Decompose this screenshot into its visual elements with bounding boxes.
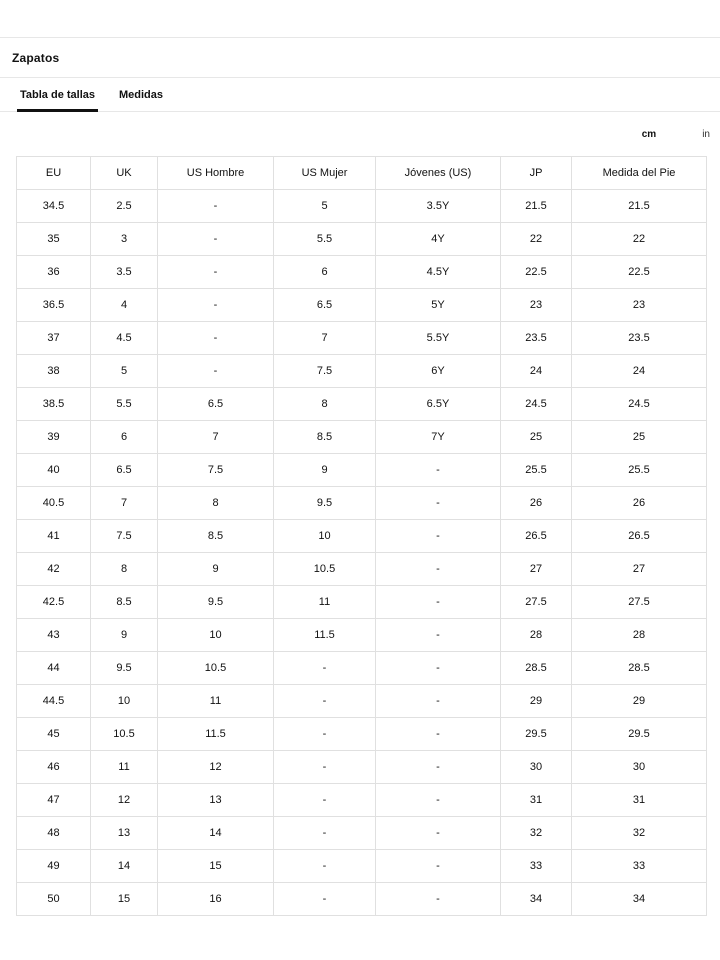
table-row: [17, 883, 707, 916]
size-cell: 5.5: [91, 388, 158, 421]
size-cell: -: [274, 652, 376, 685]
size-cell: 29: [501, 685, 572, 718]
size-cell: -: [376, 586, 501, 619]
size-cell: 44: [17, 652, 91, 685]
size-cell: -: [376, 850, 501, 883]
size-cell: 6: [91, 421, 158, 454]
size-cell: 8: [91, 553, 158, 586]
size-cell: 24.5: [501, 388, 572, 421]
size-cell: 35: [17, 223, 91, 256]
size-cell: 21.5: [501, 190, 572, 223]
size-cell: 6.5Y: [376, 388, 501, 421]
size-cell: 10.5: [91, 718, 158, 751]
size-cell: 24: [501, 355, 572, 388]
size-cell: -: [376, 784, 501, 817]
page-title: Zapatos: [12, 50, 60, 65]
size-cell: 8.5: [158, 520, 274, 553]
table-row: [17, 289, 707, 322]
size-cell: 28.5: [572, 652, 707, 685]
tab-medidas[interactable]: Medidas: [116, 78, 166, 111]
size-cell: 11.5: [158, 718, 274, 751]
size-cell: 29.5: [572, 718, 707, 751]
size-cell: 28: [501, 619, 572, 652]
size-cell: -: [158, 355, 274, 388]
size-cell: 28: [572, 619, 707, 652]
size-cell: 23: [572, 289, 707, 322]
size-cell: 7: [158, 421, 274, 454]
size-cell: 23: [501, 289, 572, 322]
size-cell: 14: [91, 850, 158, 883]
size-cell: 39: [17, 421, 91, 454]
size-cell: -: [274, 883, 376, 916]
table-row: [17, 487, 707, 520]
size-cell: 9: [158, 553, 274, 586]
size-cell: 44.5: [17, 685, 91, 718]
table-row: [17, 322, 707, 355]
size-cell: -: [376, 454, 501, 487]
column-header: US Mujer: [274, 157, 376, 190]
size-cell: 42: [17, 553, 91, 586]
table-row: [17, 553, 707, 586]
table-row: [17, 355, 707, 388]
size-cell: 31: [572, 784, 707, 817]
size-cell: 4Y: [376, 223, 501, 256]
size-cell: 26: [501, 487, 572, 520]
table-row: [17, 421, 707, 454]
table-row: [17, 685, 707, 718]
top-spacer: [0, 0, 720, 37]
size-cell: 7.5: [158, 454, 274, 487]
size-cell: 40.5: [17, 487, 91, 520]
size-cell: 38.5: [17, 388, 91, 421]
size-cell: 42.5: [17, 586, 91, 619]
table-row: [17, 520, 707, 553]
size-cell: 11: [91, 751, 158, 784]
size-cell: -: [274, 850, 376, 883]
size-cell: -: [274, 817, 376, 850]
size-cell: 8: [158, 487, 274, 520]
size-cell: 10: [91, 685, 158, 718]
size-cell: 5.5: [274, 223, 376, 256]
size-cell: 26: [572, 487, 707, 520]
size-cell: -: [274, 685, 376, 718]
size-cell: 7: [274, 322, 376, 355]
size-table: [16, 156, 707, 916]
size-cell: 38: [17, 355, 91, 388]
size-cell: 7: [91, 487, 158, 520]
size-cell: 3.5Y: [376, 190, 501, 223]
size-cell: 28.5: [501, 652, 572, 685]
size-cell: 23.5: [501, 322, 572, 355]
column-header: Medida del Pie: [572, 157, 707, 190]
size-cell: 13: [91, 817, 158, 850]
size-cell: 27: [501, 553, 572, 586]
size-cell: 4.5Y: [376, 256, 501, 289]
column-header: Jóvenes (US): [376, 157, 501, 190]
size-cell: 27: [572, 553, 707, 586]
size-cell: 47: [17, 784, 91, 817]
size-cell: -: [158, 322, 274, 355]
size-cell: 9.5: [91, 652, 158, 685]
size-cell: 8.5: [274, 421, 376, 454]
size-cell: 32: [572, 817, 707, 850]
column-header: JP: [501, 157, 572, 190]
size-cell: 9: [91, 619, 158, 652]
size-cell: 33: [572, 850, 707, 883]
size-cell: -: [376, 883, 501, 916]
table-row: [17, 751, 707, 784]
size-cell: 48: [17, 817, 91, 850]
size-table-head-row: [17, 157, 707, 190]
table-row: [17, 223, 707, 256]
size-cell: 3: [91, 223, 158, 256]
size-cell: 27.5: [501, 586, 572, 619]
size-cell: -: [376, 685, 501, 718]
size-cell: -: [376, 751, 501, 784]
size-cell: 27.5: [572, 586, 707, 619]
size-cell: 32: [501, 817, 572, 850]
size-cell: 5.5Y: [376, 322, 501, 355]
size-cell: 25.5: [572, 454, 707, 487]
size-table-body: [17, 190, 707, 916]
size-cell: 25: [572, 421, 707, 454]
size-cell: 6.5: [91, 454, 158, 487]
unit-cm-button[interactable]: cm: [641, 128, 657, 140]
size-cell: 34: [501, 883, 572, 916]
size-cell: 2.5: [91, 190, 158, 223]
size-cell: 13: [158, 784, 274, 817]
size-cell: 8.5: [91, 586, 158, 619]
table-row: [17, 256, 707, 289]
size-cell: 30: [501, 751, 572, 784]
size-cell: 8: [274, 388, 376, 421]
size-cell: 26.5: [572, 520, 707, 553]
column-header: US Hombre: [158, 157, 274, 190]
size-cell: 9.5: [158, 586, 274, 619]
size-cell: 12: [91, 784, 158, 817]
size-cell: 3.5: [91, 256, 158, 289]
size-cell: 7.5: [91, 520, 158, 553]
size-cell: 23.5: [572, 322, 707, 355]
size-cell: 15: [91, 883, 158, 916]
table-row: [17, 388, 707, 421]
size-cell: 41: [17, 520, 91, 553]
tab-bar: [0, 78, 720, 112]
size-cell: 34.5: [17, 190, 91, 223]
size-cell: 15: [158, 850, 274, 883]
table-row: [17, 586, 707, 619]
size-cell: 30: [572, 751, 707, 784]
size-cell: 16: [158, 883, 274, 916]
table-row: [17, 619, 707, 652]
size-cell: 21.5: [572, 190, 707, 223]
size-cell: -: [274, 784, 376, 817]
size-cell: 6Y: [376, 355, 501, 388]
table-row: [17, 817, 707, 850]
size-cell: 10.5: [274, 553, 376, 586]
size-cell: 10.5: [158, 652, 274, 685]
size-cell: 22: [501, 223, 572, 256]
size-cell: 45: [17, 718, 91, 751]
size-cell: 5Y: [376, 289, 501, 322]
unit-in-button[interactable]: in: [702, 128, 710, 140]
size-cell: 50: [17, 883, 91, 916]
size-cell: 24.5: [572, 388, 707, 421]
size-cell: -: [376, 520, 501, 553]
size-cell: -: [158, 256, 274, 289]
table-row: [17, 718, 707, 751]
table-row: [17, 784, 707, 817]
size-cell: 6: [274, 256, 376, 289]
size-table-container: [16, 156, 706, 916]
unit-toggle: [0, 112, 720, 156]
size-cell: 33: [501, 850, 572, 883]
size-cell: 29: [572, 685, 707, 718]
size-cell: 22: [572, 223, 707, 256]
title-bar: [0, 37, 720, 78]
size-cell: 37: [17, 322, 91, 355]
table-row: [17, 454, 707, 487]
size-cell: -: [376, 487, 501, 520]
size-cell: 26.5: [501, 520, 572, 553]
size-cell: -: [274, 751, 376, 784]
size-cell: 4: [91, 289, 158, 322]
size-cell: 11: [158, 685, 274, 718]
size-cell: 40: [17, 454, 91, 487]
size-cell: -: [376, 553, 501, 586]
size-cell: 36: [17, 256, 91, 289]
size-cell: 46: [17, 751, 91, 784]
size-cell: 36.5: [17, 289, 91, 322]
tab-tabla-de-tallas[interactable]: Tabla de tallas: [17, 78, 98, 111]
size-cell: -: [376, 718, 501, 751]
size-cell: 24: [572, 355, 707, 388]
size-cell: 6.5: [158, 388, 274, 421]
size-cell: 7Y: [376, 421, 501, 454]
size-cell: 7.5: [274, 355, 376, 388]
size-cell: 10: [274, 520, 376, 553]
size-cell: 22.5: [572, 256, 707, 289]
size-cell: 14: [158, 817, 274, 850]
size-cell: 5: [274, 190, 376, 223]
table-row: [17, 190, 707, 223]
table-row: [17, 850, 707, 883]
size-cell: -: [274, 718, 376, 751]
size-cell: 10: [158, 619, 274, 652]
size-cell: 5: [91, 355, 158, 388]
size-cell: 11.5: [274, 619, 376, 652]
table-row: [17, 652, 707, 685]
size-cell: 29.5: [501, 718, 572, 751]
size-cell: -: [376, 817, 501, 850]
size-cell: 4.5: [91, 322, 158, 355]
size-cell: 25.5: [501, 454, 572, 487]
size-cell: -: [158, 190, 274, 223]
column-header: EU: [17, 157, 91, 190]
size-cell: -: [376, 619, 501, 652]
size-cell: -: [376, 652, 501, 685]
size-cell: 12: [158, 751, 274, 784]
size-cell: 9: [274, 454, 376, 487]
size-cell: 6.5: [274, 289, 376, 322]
size-cell: -: [158, 289, 274, 322]
size-cell: 31: [501, 784, 572, 817]
size-cell: 9.5: [274, 487, 376, 520]
size-cell: 34: [572, 883, 707, 916]
size-cell: 43: [17, 619, 91, 652]
column-header: UK: [91, 157, 158, 190]
size-cell: 49: [17, 850, 91, 883]
size-cell: 25: [501, 421, 572, 454]
size-cell: -: [158, 223, 274, 256]
size-cell: 22.5: [501, 256, 572, 289]
size-cell: 11: [274, 586, 376, 619]
